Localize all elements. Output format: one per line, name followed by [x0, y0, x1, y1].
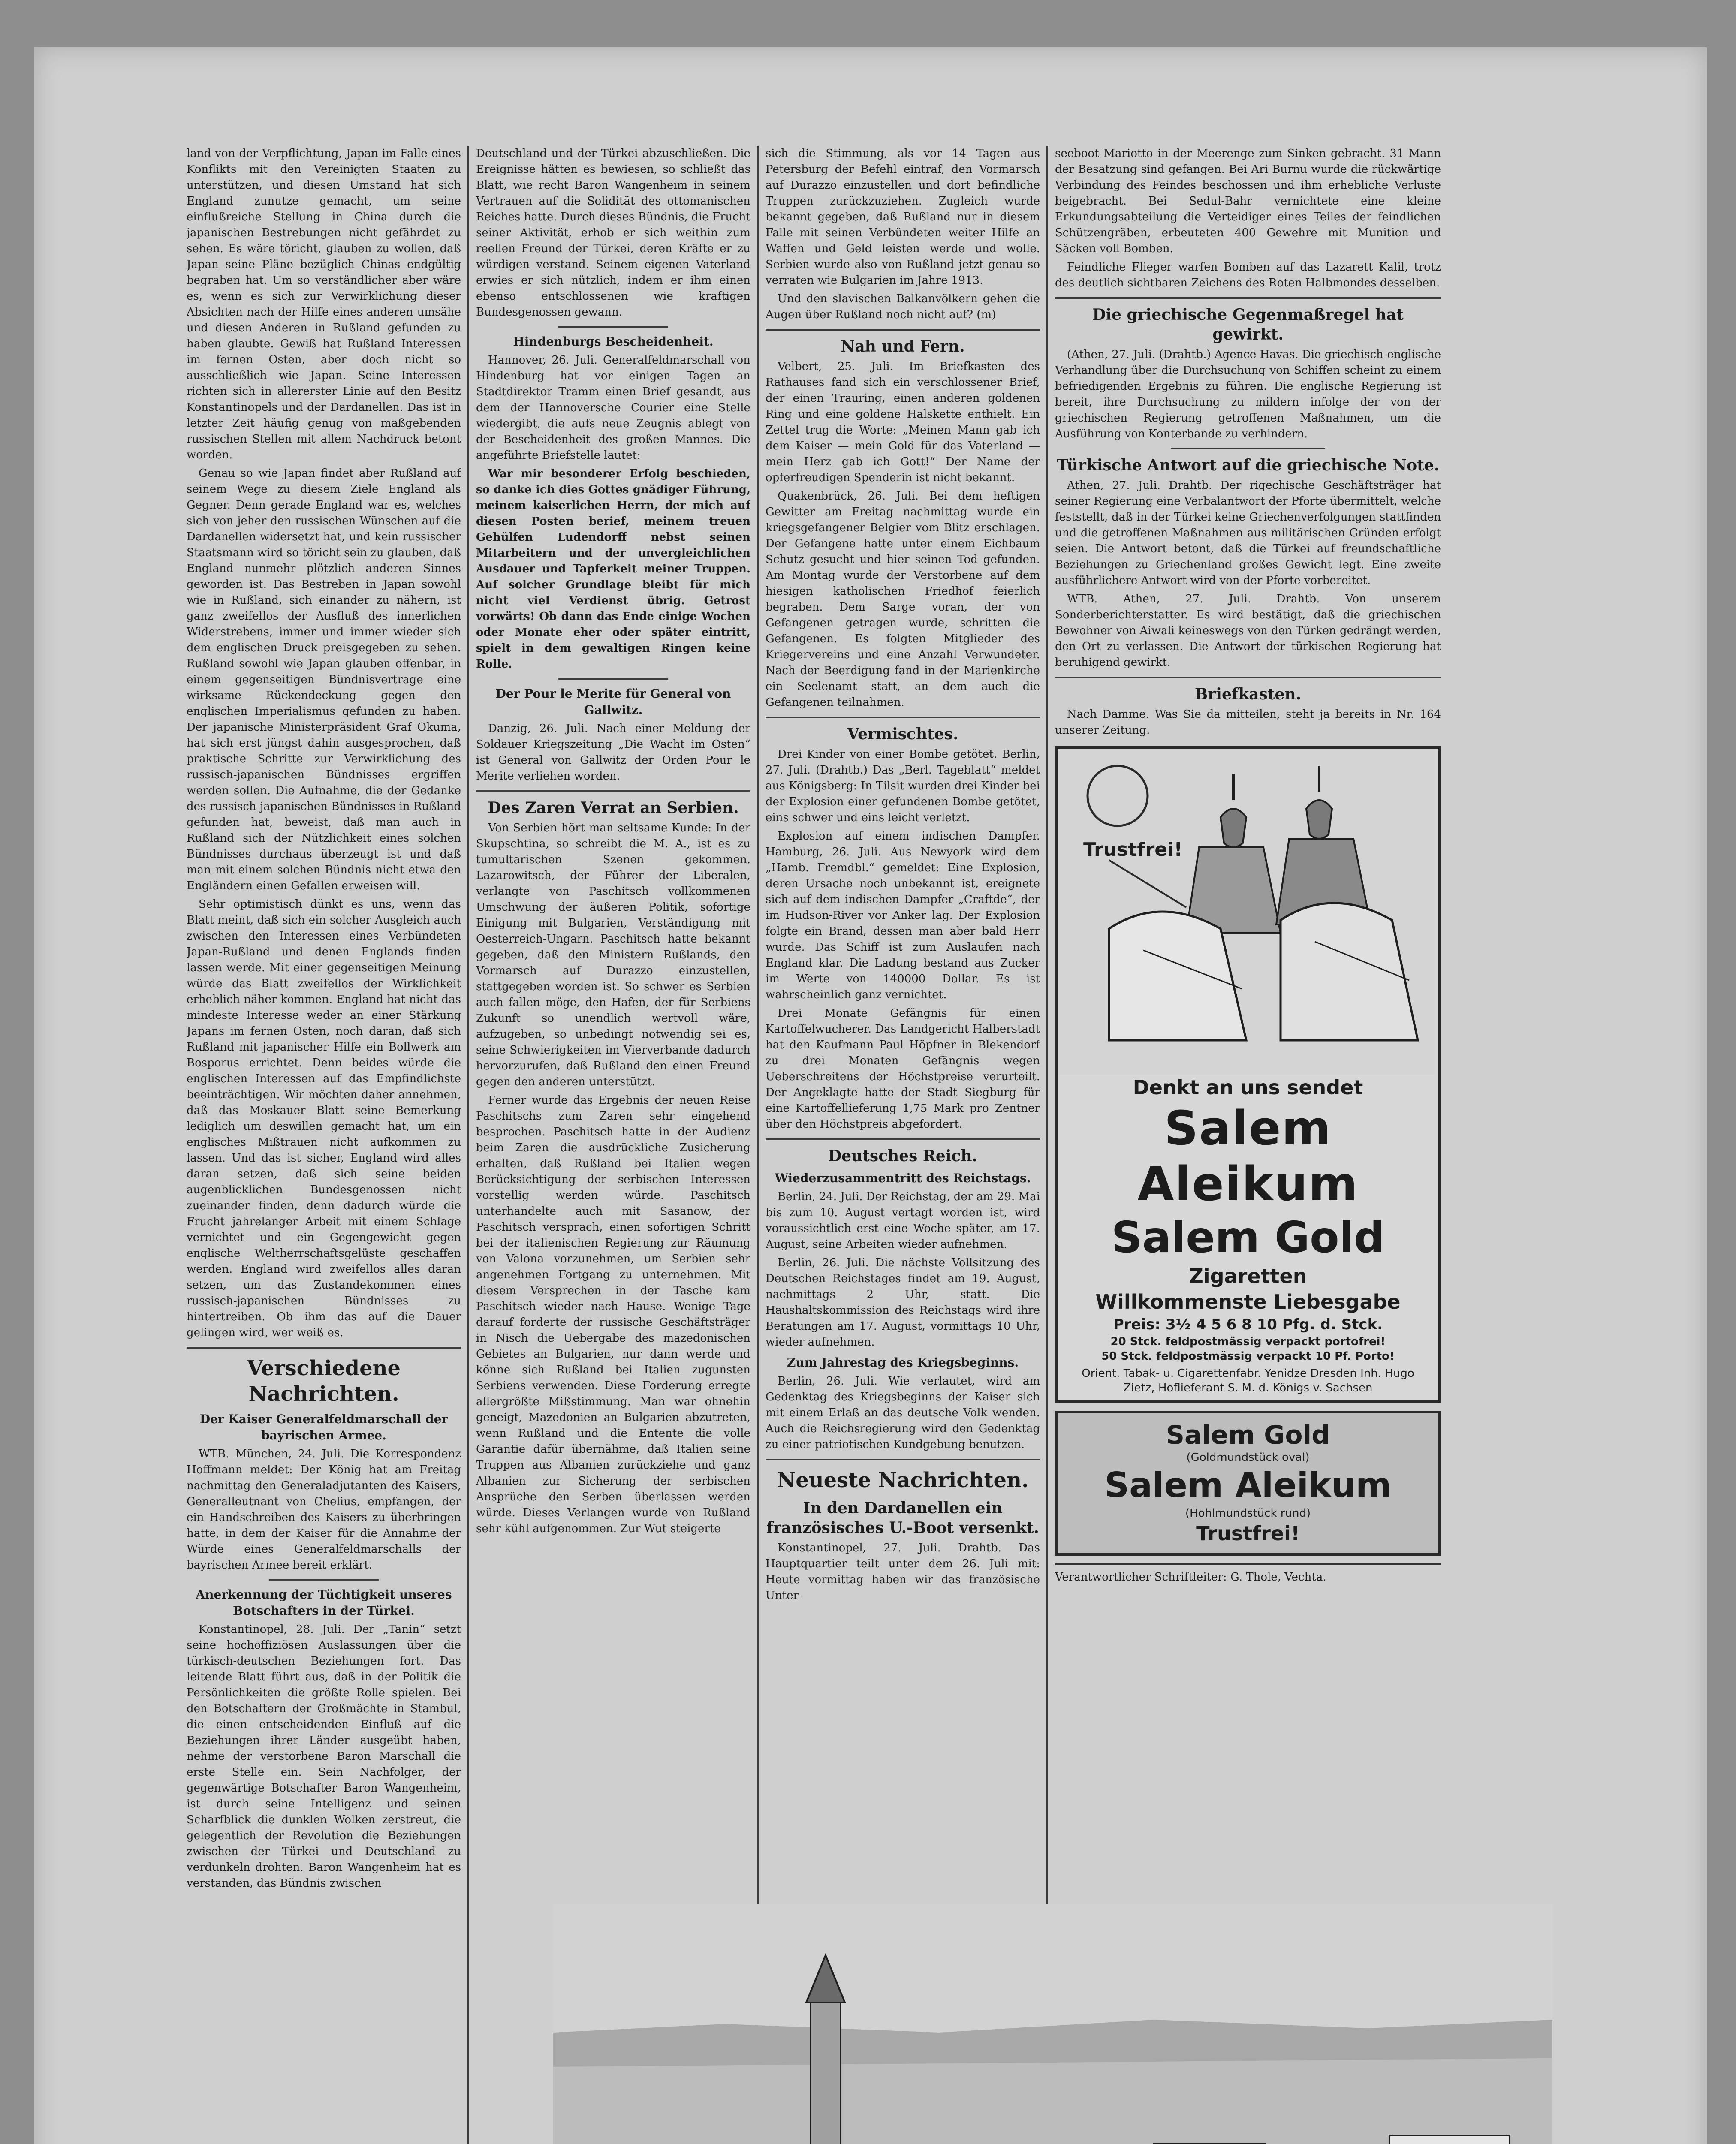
article-text: Nach Damme. Was Sie da mitteilen, steht ja bereits in Nr. 164 unserer Zeitung. [1055, 708, 1441, 737]
section-heading-deutsches-reich: Deutsches Reich. [828, 1147, 978, 1165]
article-text: (Athen, 27. Juli. (Drahtb.) Agence Havas. Die griechisch-englische Verhandlung über die Durchsuchung von Schiffen scheint zu einem befriedigenden Ergebnis zu führen. Die englische Regierung ist bereit, ihre Durchsuchung zu mildern infolge der von der griechischen Regierung getroffenen Maßnahmen, um die Ausführung von Konterbande zu verhindern. [1055, 348, 1441, 440]
column-1 [187, 146, 461, 2144]
divider [558, 678, 668, 680]
ad-manufacturer: Orient. Tabak- u. Cigarettenfabr. Yenidze Dresden Inh. Hugo Zietz, Hoflieferant S. M. d. Königs v. Sachsen [1082, 1367, 1414, 1394]
article-text: seeboot Mariotto in der Meerenge zum Sinken gebracht. 31 Mann der Besatzung sind gefangen. Bei Ari Burnu wurde die rückwärtige Verbindung des Feindes beschossen und ihm erhebliche Verluste beigebracht. Bei Sedul-Bahr vernichtete eine kleine Erkundungsabteilung die Verteidiger eines Teiles der feindlichen Schützengräben, erbeuteten 400 Gewehre mit Munition und Säcken voll Bomben. [1055, 147, 1441, 255]
column-2 [476, 146, 750, 1938]
article-heading-griechische: Die griechische Gegenmaßregel hat gewirkt. [1092, 306, 1404, 343]
divider [476, 790, 750, 792]
divider [269, 1579, 379, 1581]
article-text: Berlin, 26. Juli. Wie verlautet, wird am Gedenktag des Kriegsbeginns der Kaiser sich mit einem Erlaß an das deutsche Volk wenden. Auch die Reichsregierung wird den Gedenktag zu einer patriotischen Kundgebung benutzen. [766, 1375, 1040, 1451]
section-heading-nah-und-fern: Nah und Fern. [841, 337, 965, 355]
divider [558, 326, 668, 328]
newspaper-page [34, 47, 1707, 2144]
section-heading-briefkasten: Briefkasten. [1194, 685, 1302, 703]
column-4 [1055, 146, 1441, 1938]
article-subheading: Anerkennung der Tüchtigkeit unseres Botschafters in der Türkei. [196, 1587, 452, 1618]
article-text: Feindliche Flieger warfen Bomben auf das Lazarett Kalil, trotz des deutlich sichtbaren Zeichens des Roten Halbmondes desselben. [1055, 261, 1441, 289]
article-text: Drei Monate Gefängnis für einen Kartoffelwucherer. Das Landgericht Halberstadt hat den Kaufmann Paul Höpfner in Blekendorf zu drei Monaten Gefängnis wegen Ueberschreitens der Höchstpreise verurteilt. Der Angeklagte hatte der Stadt Siegburg für eine Kartoffellieferung 1,75 Mark pro Zentner über den Höchstpreis abgefordert. [766, 1007, 1040, 1131]
article-subheading: Wiederzusammentritt des Reichstags. [775, 1171, 1031, 1185]
divider [766, 717, 1040, 718]
divider [187, 1347, 461, 1349]
trustfrei-label: Trustfrei! [1083, 839, 1183, 861]
article-text: Drei Kinder von einer Bombe getötet. Berlin, 27. Juli. (Drahtb.) Das „Berl. Tageblatt“ meldet aus Königsberg: In Tilsit wurden drei Kinder bei der Explosion einer gefundenen Bombe getötet, eins schwer und eins leicht verletzt. [766, 748, 1040, 824]
article-text: Berlin, 24. Juli. Der Reichstag, der am 29. Mai bis zum 10. August vertagt worden ist, wird voraussichtlich erst eine Woche später, am 17. August, seine Arbeiten wieder aufnehmen. [766, 1190, 1040, 1251]
section-heading-vermischtes: Vermischtes. [847, 725, 958, 743]
panorama-illustration [553, 1904, 1552, 2144]
article-text: WTB. Athen, 27. Juli. Drahtb. Von unserem Sonderberichterstatter. Es wird bestätigt, daß die griechischen Bewohner von Aiwali keineswegs von den Türken gedrängt werden, den Ort zu verlassen. Die Antwort der türkischen Regierung hat beruhigend gewirkt. [1055, 593, 1441, 669]
advertisement-salem-aleikum [1055, 746, 1441, 1403]
article-heading-hindenburg: Hindenburgs Bescheidenheit. [513, 334, 714, 349]
divider [1171, 448, 1325, 449]
ad2-gold-sub: (Goldmundstück oval) [1186, 1451, 1310, 1464]
article-text: Und den slavischen Balkanvölkern gehen die Augen über Rußland noch nicht auf? (m) [766, 292, 1040, 321]
column-rule [1046, 146, 1048, 1938]
soldiers-illustration [1058, 749, 1435, 1075]
column-rule [467, 146, 469, 2144]
ad-brand-salem-aleikum: Salem Aleikum [1137, 1101, 1359, 1211]
article-subheading: Zum Jahrestag des Kriegsbeginns. [787, 1355, 1019, 1370]
article-text: Quakenbrück, 26. Juli. Bei dem heftigen Gewitter am Freitag nachmittag wurde ein kriegsgefangener Belgier vom Blitz erschlagen. Der Gefangene hatte unter einem Eichbaum Schutz gesucht und hier seinen Tod gefunden. Am Montag wurde der Verstorbene auf dem hiesigen katholischen Friedhof feierlich begraben. Dem Sarge voran, der von Gefangenen getragen wurde, schritten die Gefangenen. Es folgten Mitglieder des Kriegervereins und eine Anzahl Verwundeter. Nach der Beerdigung fand in der Marienkirche ein Seelenamt statt, an dem auch die Gefangenen teilnahmen. [766, 490, 1040, 709]
article-text: Genau so wie Japan findet aber Rußland auf seinem Wege zu diesem Ziele England als Gegner. Denn gerade England war es, welches sich von jeher den russischen Wünschen auf die Dardanellen widersetzt hat, und kein russischer Staatsmann wird so töricht sein zu glauben, daß England nunmehr plötzlich anderen Sinnes geworden ist. Das Bestreben in Japan sowohl wie in Rußland, sich einander zu nähern, ist ganz zweifellos der Ausfluß des innerlichen Widerstrebens, immer und immer wieder sich dem englischen Druck preisgegeben zu sehen. Rußland sowohl wie Japan glauben offenbar, in einem gegenseitigen Bündnisvertrage eine wirksame Rückendeckung gegen den englischen Imperialismus gefunden zu haben. Der japanische Ministerpräsident Graf Okuma, hat sich erst jüngst dahin ausgesprochen, daß praktische Schritte zur Verwirklichung des russisch-japanischen Bündnisses ergriffen werden sollen. Die Aufnahme, die der Gedanke des russisch-japanischen Bündnisses in Rußland gefunden hat, beweist, daß man auch in Rußland sich der Nützlichkeit eines solchen Bündnisses durchaus überzeugt ist und daß man mit einem solchen Bündnis nicht etwa den Engländern einen Gefallen erweisen will. [187, 467, 461, 892]
article-text: Hannover, 26. Juli. Generalfeldmarschall von Hindenburg hat vor einigen Tagen an Stadtdirektor Tramm einen Brief gesandt, aus dem der Hannoversche Courier eine Stelle wiedergibt, die aufs neue Zeugnis ablegt von der Bescheidenheit des großen Mannes. Die angeführte Briefstelle lautet: [476, 354, 750, 462]
ad-tagline: Denkt an uns sendet [1133, 1076, 1363, 1099]
divider [1055, 677, 1441, 678]
article-quote: War mir besonderer Erfolg beschieden, so danke ich dies Gottes gnädiger Führung, meinem kaiserlichen Herrn, der mich auf diesen Posten berief, meinem treuen Gehülfen Ludendorff nebst seinen Mitarbeitern und der unvergleichlichen Ausdauer und Tapferkeit meiner Truppen. Auf solcher Grundlage bleibt für mich nicht viel Verdienst übrig. Getrost vorwärts! Ob dann das Ende einige Wochen oder Monate eher oder später eintritt, spielt in dem gewaltigen Ringen keine Rolle. [476, 467, 750, 671]
article-text: Konstantinopel, 28. Juli. Der „Tanin“ setzt seine hochoffiziösen Auslassungen über die türkisch-deutschen Beziehungen fort. Das leitende Blatt führt aus, daß in der Politik die Persönlichkeiten die größte Rolle spielen. Bei den Botschaftern der Großmächte in Stambul, die einen entscheidenden Einfluß auf die Beziehungen ihrer Länder ausgeübt haben, nehme der verstorbene Baron Marschall die erste Stelle ein. Sein Nachfolger, der gegenwärtige Botschafter Baron Wangenheim, ist durch seine Intelligenz und seinen Scharfblick die dunklen Wolken zerstreut, die gelegentlich der Revolution die Beziehungen zwischen der Türkei und Deutschland zu verdunkeln drohten. Baron Wangenheim hat es verstanden, das Bündnis zwischen [187, 1623, 461, 1890]
divider [766, 329, 1040, 331]
article-text: Athen, 27. Juli. Drahtb. Der rigechische Geschäftsträger hat seiner Regierung eine Verbalantwort der Pforte übermittelt, welche feststellt, daß in der Türkei keine Griechenverfolgungen stattfinden und die getroffenen Maßnahmen aus militärischen Gründen erfolgt seien. Die Antwort betont, daß die Türkei auf freundschaftliche Beziehungen zu Griechenland großes Gewicht legt. Eine zweite ausführlichere Antwort wird von der Pforte vorbereitet. [1055, 479, 1441, 587]
article-subheading: Der Kaiser Generalfeldmarschall der bayrischen Armee. [199, 1412, 448, 1442]
article-text: WTB. München, 24. Juli. Die Korrespondenz Hoffmann meldet: Der König hat am Freitag nachmittag den Generaladjutanten des Kaisers, Generalleutnant von Chelius, empfangen, der ein Handschreiben des Kaisers zu überbringen hatte, in dem der Kaiser für die Annahme der Würde eines Generalfeldmarschalls der bayrischen Armee bereit erklärt. [187, 1448, 461, 1572]
article-text: sich die Stimmung, als vor 14 Tagen aus Petersburg der Befehl eintraf, den Vormarsch auf Durazzo einzustellen und dort befindliche Truppen zurückzuziehen. Zugleich wurde bekannt gegeben, daß Rußland nur in diesem Falle mit seinen Verbündeten weiter Hilfe an Waffen und Geld leisten werde und wolle. Serbien wurde also von Rußland jetzt genau so verraten wie Bulgarien im Jahre 1913. [766, 147, 1040, 287]
divider [766, 1138, 1040, 1140]
article-text: Explosion auf einem indischen Dampfer. Hamburg, 26. Juli. Aus Newyork wird dem „Hamb. Fremdbl.“ gemeldet: Eine Explosion, deren Ursache noch unbekannt ist, ereignete sich auf dem indischen Dampfer „Craftde“, der im Hudson-River vor Anker lag. Der Explosion folgte ein Brand, dessen man aber bald Herr wurde. Das Schiff ist zum Auslaufen nach England klar. Die Ladung bestand aus Zucker im Werte von 140000 Dollar. Es ist wahrscheinlich ganz vernichtet. [766, 830, 1040, 1001]
ad-offer-1: 20 Stck. feldpostmässig verpackt portofrei! [1110, 1335, 1386, 1348]
ad-brand-salem-gold: Salem Gold [1111, 1212, 1385, 1262]
ad2-aleikum-sub: (Hohlmundstück rund) [1185, 1507, 1311, 1520]
article-text: Berlin, 26. Juli. Die nächste Vollsitzung des Deutschen Reichstages findet am 19. August, nachmittags 2 Uhr, statt. Die Haushaltskommission des Reichstags wird ihre Beratungen am 17. August, vormittags 10 Uhr, wieder aufnehmen. [766, 1256, 1040, 1349]
section-heading-neueste: Neueste Nachrichten. [777, 1468, 1029, 1492]
section-heading-verschiedene: Verschiedene Nachrichten. [247, 1356, 401, 1406]
imprint: Verantwortlicher Schriftleiter: G. Thole, Vechta. [1055, 1563, 1441, 1585]
article-text: Sehr optimistisch dünkt es uns, wenn das Blatt meint, daß sich ein solcher Ausgleich auch zwischen den Interessen eines Verbündeten Japan-Rußland und denen Englands finden lassen werde. Mit einer gegenseitigen Meinung würde das Blatt zweifellos der Wirklichkeit erheblich näher kommen. England hat nicht das mindeste Interesse weder an einer Stärkung Japans im fernen Osten, noch daran, daß sich Rußland mit japanischer Hilfe ein Bollwerk am Bosporus errichtet. Denn beides würde die englischen Interessen auf das Empfindlichste beeinträchtigen. Wir möchten daher annehmen, daß das Moskauer Blatt seine Bemerkung lediglich um deswillen gemacht hat, um ein englisches Mißtrauen nicht aufkommen zu lassen. Und das ist sicher, England wird alles daran setzen, daß sich seine beiden augenblicklichen Bundesgenossen nicht zueinander finden, denn dadurch würde die Frucht jahrelanger Arbeit mit einem Schlage vernichtet und ein Gegengewicht gegen englische Weltherrschaftsgelüste geschaffen werden. England wird zweifellos alles daran setzen, um das Zustandekommen eines russisch-japanischen Bündnisses zu hintertreiben. Ob ihm das auf die Dauer gelingen wird, wer weiß es. [187, 898, 461, 1339]
column-rule [757, 146, 759, 1938]
ad2-trustfrei: Trustfrei! [1196, 1522, 1300, 1545]
article-heading-tuerkische: Türkische Antwort auf die griechische Note. [1056, 456, 1440, 474]
article-heading-pour-le-merite: Der Pour le Merite für General von Gallwitz. [495, 687, 731, 717]
article-text: Velbert, 25. Juli. Im Briefkasten des Rathauses fand sich ein verschlossener Brief, der einen Trauring, einen anderen goldenen Ring und eine goldene Halskette enthielt. Ein Zettel trug die Worte: „Meinen Mann gab ich dem Kaiser — mein Gold für das Vaterland — mein Herz gab ich Gott!“ Der Name der opferfreudigen Spenderin ist nicht bekannt. [766, 360, 1040, 484]
column-3 [766, 146, 1040, 1938]
article-heading-dardanellen: In den Dardanellen ein französisches U.-Boot versenkt. [766, 1499, 1039, 1537]
article-text: Von Serbien hört man seltsame Kunde: In der Skupschtina, so schreibt die M. A., ist es zu tumultarischen Szenen gekommen. Lazarowitsch, der Führer der Liberalen, verlangte von Paschitsch vollkommenen Umschwung der äußeren Politik, sofortige Einigung mit Bulgarien, Verständigung mit Oesterreich-Ungarn. Paschitsch hatte bekannt gegeben, daß den Ministern Rußlands, den Vormarsch auf Durazzo einzustellen, stattgegeben worden ist. So schwer es Serbien auch fallen möge, den Hafen, der für Serbiens Zukunft so unendlich wertvoll wäre, aufzugeben, so unbedingt notwendig sei es, seine Schwierigkeiten im Vierverbande dadurch hervorzurufen, daß Rußland den einen Freund gegen den anderen unterstützt. [476, 822, 750, 1088]
article-heading-zaren-verrat: Des Zaren Verrat an Serbien. [488, 799, 739, 817]
ad-price: Preis: 3½ 4 5 6 8 10 Pfg. d. Stck. [1113, 1316, 1383, 1333]
article-text: Ferner wurde das Ergebnis der neuen Reise Paschitschs zum Zaren sehr eingehend besprochen. Paschitsch hatte in der Audienz beim Zaren die ausdrückliche Zusicherung erhalten, daß Rußland bei Italien wegen Berücksichtigung der serbischen Interessen vorstellig werden würde. Paschitsch unterhandelte auch mit Sasanow, der Paschitsch versprach, einen sofortigen Schritt bei der italienischen Regierung zur Räumung von Valona vorzunehmen, um Serbien sehr angenehmen Fortgang zu unternehmen. Mit diesem Versprechen in der Tasche kam Paschitsch wieder nach Hause. Wenige Tage darauf forderte der russische Geschäftsträger in Nisch die Uebergabe des mazedonischen Gebietes an Bulgarien, nur dann werde und könne sich Rußland bei Italien zugunsten Serbiens verwenden. Diese Forderung erregte allergrößte Mißstimmung. Man war ohnehin geneigt, Mazedonien an Bulgarien abzutreten, wenn Rußland und die Entente die volle Garantie dafür übernähme, daß Italien seine Truppen aus Albanien zurückziehe und ganz Albanien zur Sicherung der serbischen Ansprüche den Serben überlassen werden würde. Dieses Verlangen wurde von Rußland sehr kühl aufgenommen. Zur Wut steigerte [476, 1094, 750, 1535]
article-text: land von der Verpflichtung, Japan im Falle eines Konflikts mit den Vereinigten Staaten zu unterstützen, und diesen Umstand hat sich England zunutze gemacht, um seine einflußreiche Stellung in China durch die japanischen Bestrebungen nicht gefährdet zu sehen. Es wäre töricht, glauben zu wollen, daß Japan seine Pläne bezüglich Chinas endgültig begraben hat. Um so verständlicher aber wäre es, wenn es sich zur Verwirklichung dieser Absichten nach der Hilfe eines anderen umsähe und diesen Anderen in Rußland gefunden zu haben glaubte. Gewiß hat Rußland Interessen im fernen Osten, aber doch nicht so ausschließlich wie Japan. Seine Interessen richten sich in allererster Linie auf den Besitz Konstantinopels und der Dardanellen. Das ist in letzter Zeit häufig genug von maßgebenden russischen Stellen mit allem Nachdruck betont worden. [187, 147, 461, 461]
ad2-brand-gold: Salem Gold [1166, 1420, 1330, 1450]
ad2-brand-aleikum: Salem Aleikum [1104, 1465, 1392, 1505]
advertisement-salem-gold [1055, 1411, 1441, 1556]
article-text: Deutschland und der Türkei abzuschließen. Die Ereignisse hätten es bewiesen, so schließt das Blatt, wie recht Baron Wangenheim in seinem Vertrauen auf die Solidität des ottomanischen Reiches hatte. Durch dieses Bündnis, die Frucht seiner Aktivität, erhob er sich weithin zum reellen Freund der Türkei, deren Kräfte er zu würdigen verstand. Seinem eigenen Vaterland erwies er sich nützlich, indem er ihm einen ebenso entschlossenen wie kraftigen Bundesgenossen gewann. [476, 147, 750, 319]
article-text: Konstantinopel, 27. Juli. Drahtb. Das Hauptquartier teilt unter dem 26. Juli mit: Heute vormittag haben wir das französische Unter- [766, 1542, 1040, 1602]
ad-offer-2: 50 Stck. feldpostmässig verpackt 10 Pf. Porto! [1101, 1350, 1395, 1363]
divider [1055, 297, 1441, 299]
ad-product: Zigaretten [1189, 1265, 1307, 1288]
divider [766, 1459, 1040, 1460]
article-text: Danzig, 26. Juli. Nach einer Meldung der Soldauer Kriegszeitung „Die Wacht im Osten“ ist General von Gallwitz der Orden Pour le Merite verliehen worden. [476, 722, 750, 783]
ad-slogan: Willkommenste Liebesgabe [1095, 1290, 1401, 1313]
